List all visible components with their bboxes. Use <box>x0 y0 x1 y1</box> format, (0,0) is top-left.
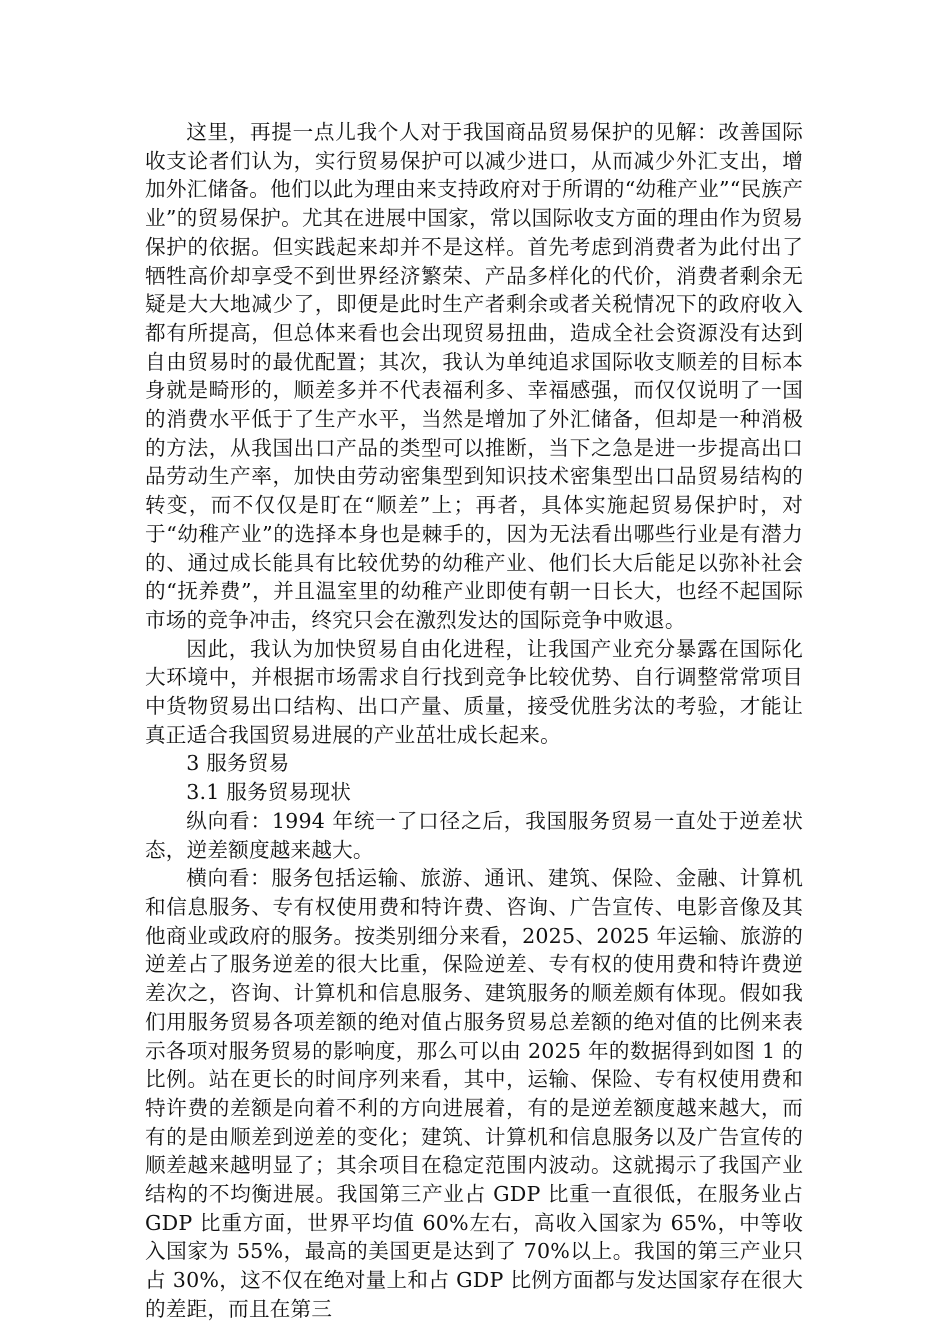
paragraph-trade-protection: 这里，再提一点儿我个人对于我国商品贸易保护的见解：改善国际收支论者们认为，实行贸易保护可以减少进口，从而减少外汇支出，增加外汇储备。他们以此为理由来支持政府对于所谓的“幼稚产业”“民族产业”的贸易保护。尤其在进展中国家，常以国际收支方面的理由作为贸易保护的依据。但实践起来却并不是这样。首先考虑到消费者为此付出了牺牲高价却享受不到世界经济繁荣、产品多样化的代价，消费者剩余无疑是大大地减少了，即便是此时生产者剩余或者关税情况下的政府收入都有所提高，但总体来看也会出现贸易扭曲，造成全社会资源没有达到自由贸易时的最优配置；其次，我认为单纯追求国际收支顺差的目标本身就是畸形的，顺差多并不代表福利多、幸福感强，而仅仅说明了一国的消费水平低于了生产水平，当然是增加了外汇储备，但却是一种消极的方法，从我国出口产品的类型可以推断，当下之急是进一步提高出口品劳动生产率，加快由劳动密集型到知识技术密集型出口品贸易结构的转变，而不仅仅是盯在“顺差”上；再者，具体实施起贸易保护时，对于“幼稚产业”的选择本身也是棘手的，因为无法看出哪些行业是有潜力的、通过成长能具有比较优势的幼稚产业、他们长大后能足以弥补社会的“抚养费”，并且温室里的幼稚产业即使有朝一日长大，也经不起国际市场的竞争冲击，终究只会在激烈发达的国际竞争中败退。 <box>145 120 803 632</box>
document-body <box>145 118 803 1324</box>
paragraph-liberalization: 因此，我认为加快贸易自由化进程，让我国产业充分暴露在国际化大环境中，并根据市场需求自行找到竞争比较优势、自行调整常常项目中货物贸易出口结构、出口产量、质量，接受优胜劣汰的考验，才能让真正适合我国贸易进展的产业茁壮成长起来。 <box>145 636 803 747</box>
paragraph-horizontal-view: 横向看：服务包括运输、旅游、通讯、建筑、保险、金融、计算机和信息服务、专有权使用费和特许费、咨询、广告宣传、电影音像及其他商业或政府的服务。按类别细分来看，2025、2025 年运输、旅游的逆差占了服务逆差的很大比重，保险逆差、专有权的使用费和特许费逆差次之，咨询、计算机和信息服务、建筑服务的顺差颇有体现。假如我们用服务贸易各项差额的绝对值占服务贸易总差额的绝对值的比例来表示各项对服务贸易的影响度，那么可以由 2025 年的数据得到如图 1 的比例。站在更长的时间序列来看，其中，运输、保险、专有权使用费和特许费的差额是向着不利的方向进展着，有的是逆差额度越来越大，而有的是由顺差到逆差的变化；建筑、计算机和信息服务以及广告宣传的顺差越来越明显了；其余项目在稳定范围内波动。这就揭示了我国产业结构的不均衡进展。我国第三产业占 GDP 比重一直很低，在服务业占 GDP 比重方面，世界平均值 60%左右，高收入国家为 65%，中等收入国家为 55%，最高的美国更是达到了 70%以上。我国的第三产业只占 30%，这不仅在绝对量上和占 GDP 比例方面都与发达国家存在很大的差距，而且在第三 <box>145 866 803 1321</box>
paragraph-vertical-view: 纵向看：1994 年统一了口径之后，我国服务贸易一直处于逆差状态，逆差额度越来越大。 <box>145 808 803 862</box>
section-heading-3: 3 服务贸易 <box>186 751 290 776</box>
section-heading-3-1: 3.1 服务贸易现状 <box>186 780 352 805</box>
